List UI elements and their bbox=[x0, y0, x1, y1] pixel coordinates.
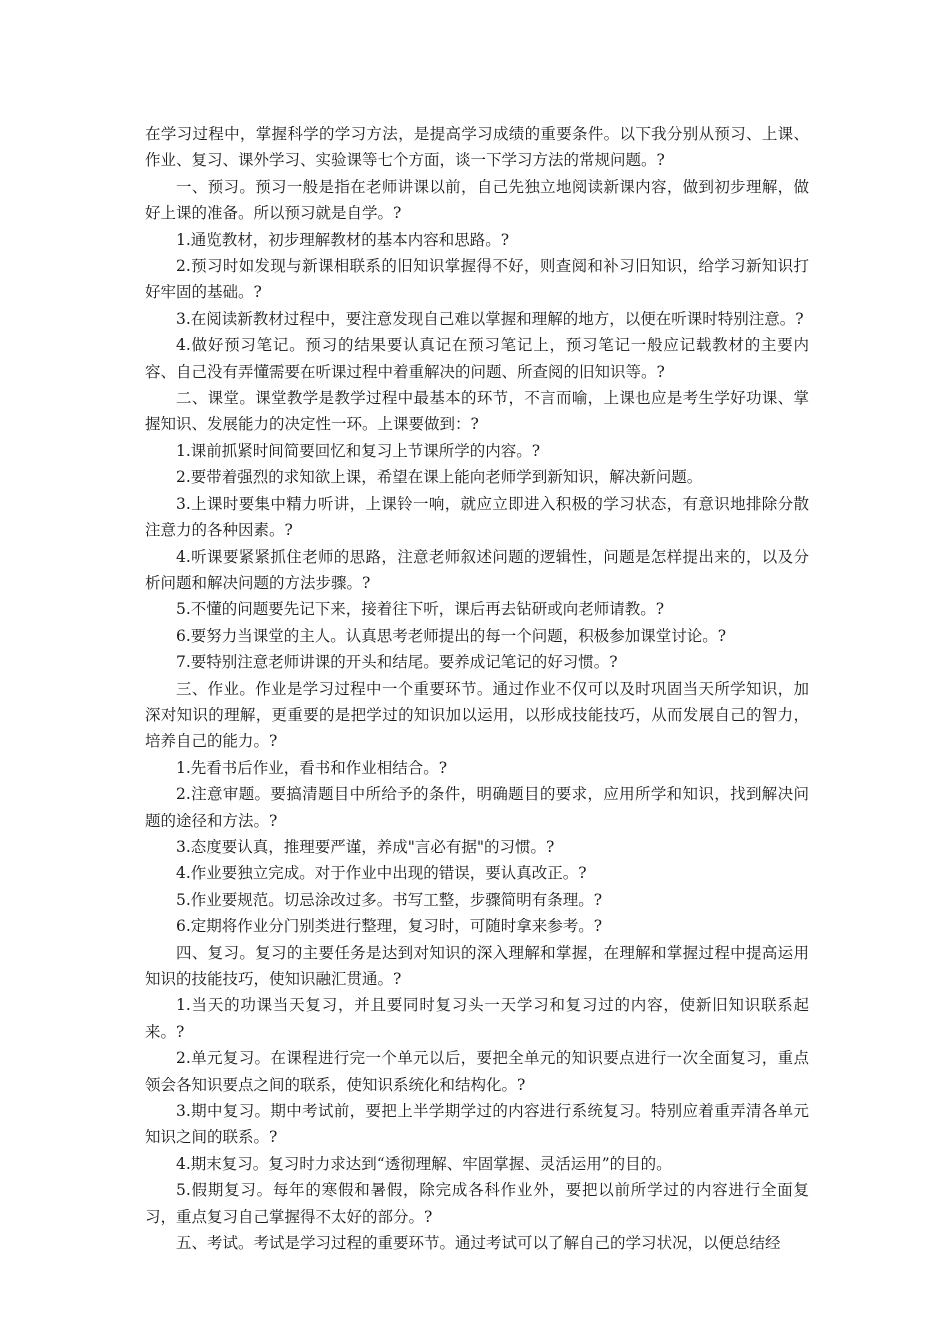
list-item: 4.做好预习笔记。预习的结果要认真记在预习笔记上，预习笔记一般应记载教材的主要内容、自己没有弄懂需要在听课过程中着重解决的问题、所查阅的旧知识等。? bbox=[145, 336, 809, 381]
list-item: 2.预习时如发现与新课相联系的旧知识掌握得不好，则查阅和补习旧知识，给学习新知识打好牢固的基础。? bbox=[145, 257, 809, 302]
list-item: 4.期末复习。复习时力求达到“透彻理解、牢固掌握、灵活运用”的目的。 bbox=[176, 1154, 672, 1173]
list-item: 4.听课要紧紧抓住老师的思路，注意老师叙述问题的逻辑性，问题是怎样提出来的，以及分析问题和解决问题的方法步骤。? bbox=[145, 547, 809, 592]
section-heading-classroom: 二、课堂。课堂教学是教学过程中最基本的环节，不言而喻，上课也应是考生学好功课、掌握知识、发展能力的决定性一环。上课要做到：? bbox=[145, 389, 809, 434]
document-body bbox=[145, 121, 809, 1256]
section-heading-review: 四、复习。复习的主要任务是达到对知识的深入理解和掌握，在理解和掌握过程中提高运用知识的技能技巧，使知识融汇贯通。? bbox=[145, 943, 809, 988]
list-item: 5.作业要规范。切忌涂改过多。书写工整，步骤简明有条理。? bbox=[176, 890, 603, 909]
list-item: 2.要带着强烈的求知欲上课，希望在课上能向老师学到新知识，解决新问题。 bbox=[176, 468, 703, 487]
list-item: 3.期中复习。期中考试前，要把上半学期学过的内容进行系统复习。特别应着重弄清各单元知识之间的联系。? bbox=[145, 1102, 809, 1147]
list-item: 2.单元复习。在课程进行完一个单元以后，要把全单元的知识要点进行一次全面复习，重点领会各知识要点之间的联系，使知识系统化和结构化。? bbox=[145, 1049, 809, 1094]
list-item: 6.要努力当课堂的主人。认真思考老师提出的每一个问题，积极参加课堂讨论。? bbox=[176, 626, 727, 645]
list-item: 5.假期复习。每年的寒假和暑假，除完成各科作业外，要把以前所学过的内容进行全面复习，重点复习自己掌握得不太好的部分。? bbox=[145, 1181, 809, 1226]
list-item: 7.要特别注意老师讲课的开头和结尾。要养成记笔记的好习惯。? bbox=[176, 653, 618, 672]
list-item: 1.先看书后作业，看书和作业相结合。? bbox=[176, 758, 448, 777]
section-heading-exam: 五、考试。考试是学习过程的重要环节。通过考试可以了解自己的学习状况，以便总结经 bbox=[176, 1234, 781, 1253]
list-item: 3.上课时要集中精力听讲，上课铃一响，就应立即进入积极的学习状态，有意识地排除分散注意力的各种因素。? bbox=[145, 494, 809, 540]
list-item: 5.不懂的问题要先记下来，接着往下听，课后再去钻研或向老师请教。? bbox=[176, 600, 665, 619]
list-item: 4.作业要独立完成。对于作业中出现的错误，要认真改正。? bbox=[176, 864, 587, 883]
list-item: 2.注意审题。要搞清题目中所给予的条件，明确题目的要求，应用所学和知识，找到解决问题的途径和方法。? bbox=[145, 785, 809, 830]
list-item: 3.在阅读新教材过程中，要注意发现自己难以掌握和理解的地方，以便在听课时特别注意。? bbox=[176, 309, 804, 328]
list-item: 6.定期将作业分门别类进行整理，复习时，可随时拿来参考。? bbox=[176, 917, 603, 936]
section-heading-homework: 三、作业。作业是学习过程中一个重要环节。通过作业不仅可以及时巩固当天所学知识，加深对知识的理解，更重要的是把学过的知识加以运用，以形成技能技巧，从而发展自己的智力，培养自己的能力。? bbox=[145, 679, 809, 751]
intro-paragraph: 在学习过程中，掌握科学的学习方法，是提高学习成绩的重要条件。以下我分别从预习、上课、作业、复习、课外学习、实验课等七个方面，谈一下学习方法的常规问题。? bbox=[145, 125, 809, 170]
list-item: 3.态度要认真，推理要严谨，养成"言必有据"的习惯。? bbox=[176, 837, 555, 856]
list-item: 1.当天的功课当天复习，并且要同时复习头一天学习和复习过的内容，使新旧知识联系起来。? bbox=[145, 996, 809, 1041]
section-heading-preview: 一、预习。预习一般是指在老师讲课以前，自己先独立地阅读新课内容，做到初步理解，做好上课的准备。所以预习就是自学。? bbox=[145, 177, 809, 223]
list-item: 1.通览教材，初步理解教材的基本内容和思路。? bbox=[176, 230, 510, 249]
list-item: 1.课前抓紧时间简要回忆和复习上节课所学的内容。? bbox=[176, 441, 541, 460]
